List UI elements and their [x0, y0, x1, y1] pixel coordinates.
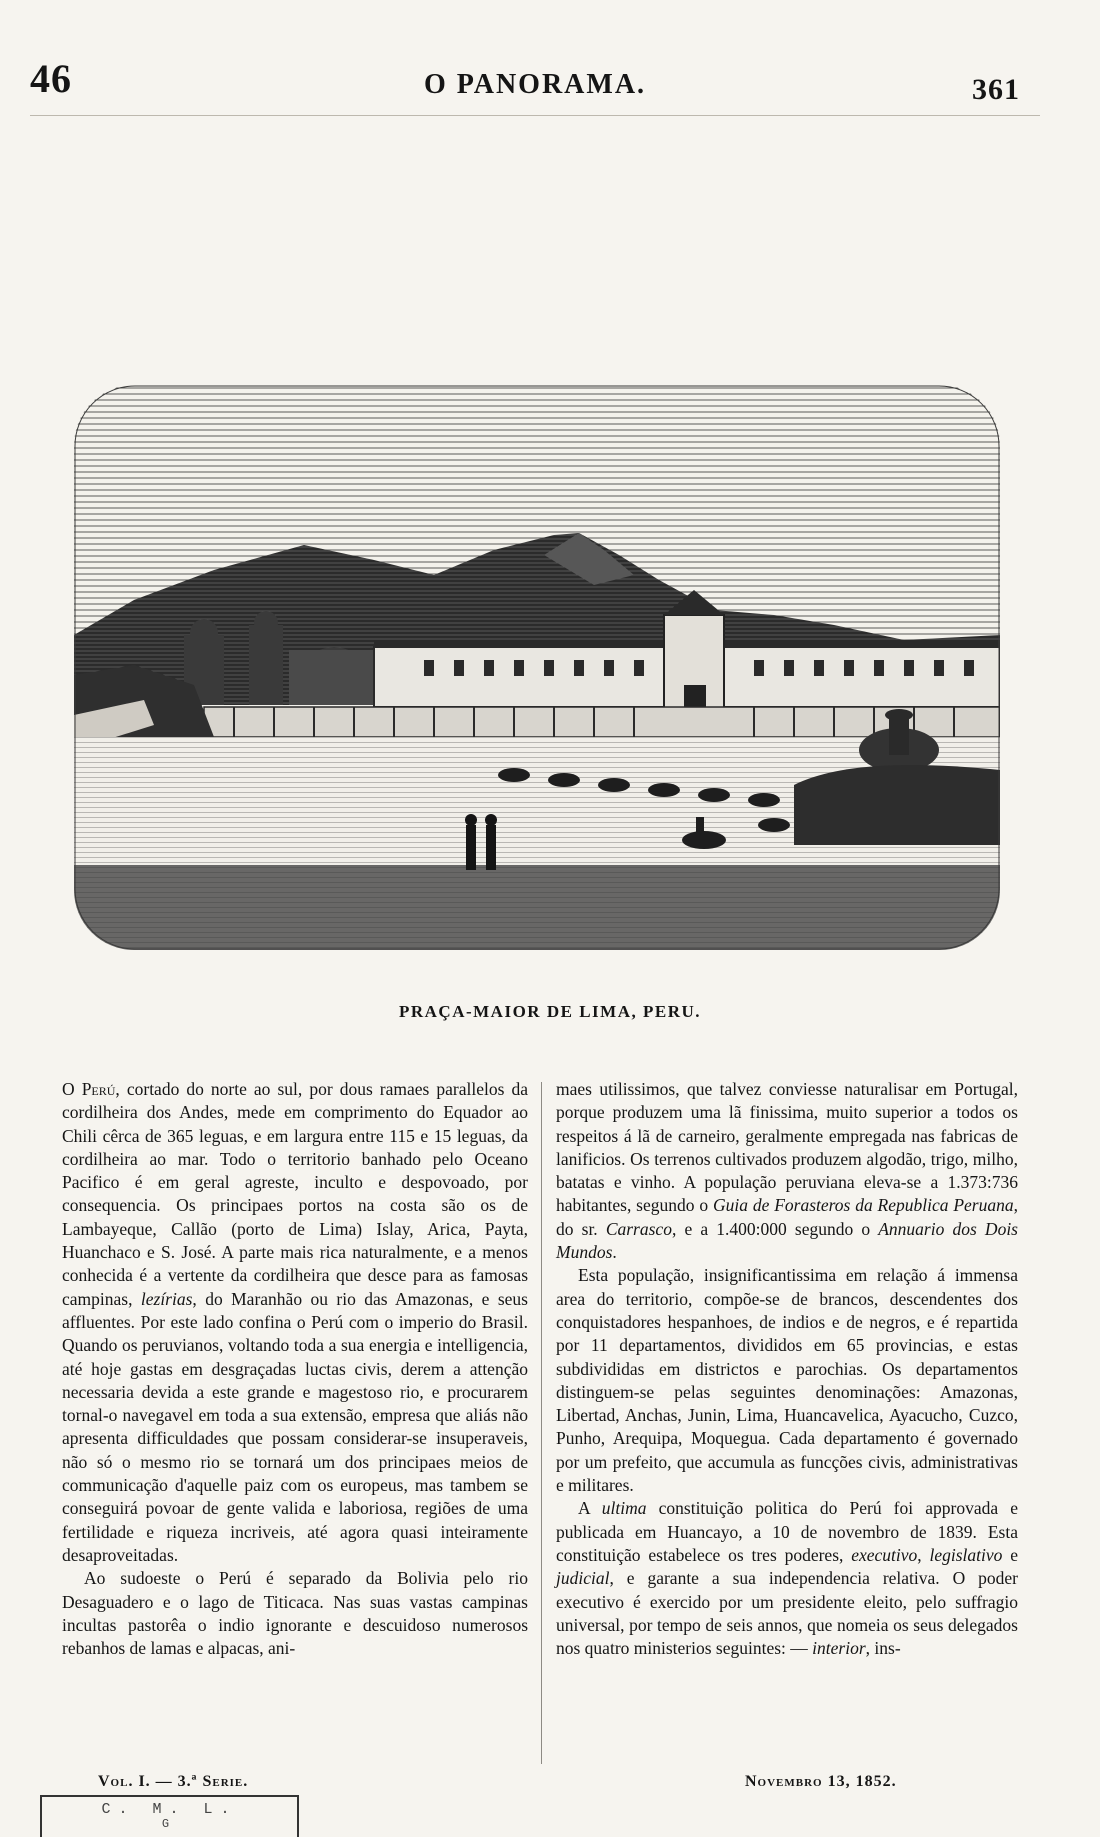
italic-term: judicial: [556, 1568, 610, 1589]
italic-term: lezírias: [140, 1288, 193, 1309]
article-column-left: [62, 1078, 528, 1660]
italic-term: interior: [812, 1638, 866, 1659]
paragraph-text: , cortado do norte ao sul, por dous ramaes parallelos da cordilheira dos Andes, mede em comprimento do Equador ao Chili cêrca de 365 leguas, e em largura entre 115 e 15 leguas, da cordilheira ao mar. Todo o territorio banhado pelo Oceano Pacifico é em geral agreste, inculto e despovoado, por consequencia. Os principaes portos na costa são os de Lambayeque, Callão (porto de Lima) Islay, Arica, Payta, Huanchaco e S. José. A parte mais rica naturalmente, e a menos conhecida é a vertente da cordilheira que desce para as famosas campinas,: [62, 1079, 528, 1309]
article-paragraph: [62, 1078, 528, 1567]
paragraph-text: , e a 1.400:000 segundo o: [671, 1218, 879, 1239]
article-paragraph: Ao sudoeste o Perú é separado da Bolivia pelo rio Desaguadero e o lago de Titicaca. Nas suas vastas campinas incultas pastorêa o indio ignorante e descuidoso numerosos rebanhos de lamas e alpacas, ani-: [62, 1568, 528, 1659]
italic-term: ultima: [601, 1498, 647, 1519]
illustration-caption: PRAÇA-MAIOR DE LIMA, PERU.: [398, 1002, 701, 1021]
page-number-right: 361: [972, 73, 1020, 106]
stamp-text: G: [161, 1817, 178, 1831]
page-header: [30, 55, 1040, 105]
italic-term: legislativo: [929, 1544, 1003, 1565]
article-paragraph: Esta população, insignificantissima em relação á immensa area do territorio, compõe-se de brancos, descendentes dos conquistadores hespanhoes, de indios e de negros, e é repartida por 11 departamentos, divididos em 65 provincias, e estas subdivididas em districtos e parochias. Os departamentos distinguem-se pelas seguintes denominações: Amazonas, Libertad, Anchas, Junin, Lima, Huancavelica, Ayacucho, Cuzco, Punho, Arequipa, Moquegua. Cada departamento é governado por um prefeito, que accumula as funcções civis, administrativas e militares.: [556, 1265, 1018, 1496]
paragraph-text: , ins-: [865, 1638, 901, 1659]
italic-title: Guia de Forasteros da Republica Peruana: [712, 1195, 1014, 1216]
paragraph-text: e: [1002, 1544, 1018, 1565]
column-divider: [541, 1082, 542, 1764]
stamp-text: C. M. L.: [101, 1801, 238, 1818]
italic-title: Annuario dos Dois Mundos: [556, 1218, 1018, 1263]
paragraph-text: , do Maranhão ou rio das Amazonas, e seus affluentes. Por este lado confina o Perú com o imperio do Brasil. Quando os peruvianos, voltando toda a sua energia e intelligencia, até hoje gastas em desgraçadas luctas civis, derem a attenção necessaria devida a este grande e magestoso rio, e procurarem tornal-o navegavel em toda a sua extensão, empresa que aliás não apresenta difficuldades que possam considerar-se insuperaveis, não só o mesmo rio se tornará um dos principaes meios de communicação d'aquelle paiz com os europeus, mas tambem se conseguirá povoar de gente valida e laboriosa, regiões de uma fertilidade e riqueza incriveis, até agora quasi inteiramente desaproveitadas.: [62, 1288, 528, 1565]
header-divider: [30, 115, 1040, 116]
library-stamp: [40, 1795, 299, 1837]
paragraph-text: ,: [917, 1544, 930, 1565]
paragraph-text: A: [578, 1498, 602, 1519]
issue-date: Novembro 13, 1852.: [745, 1773, 897, 1790]
volume-series: Vol. I. — 3.ª Serie.: [98, 1773, 249, 1790]
paragraph-text: constituição politica do Perú foi approvada e publicada em Huancayo, a 10 de novembro de 1839. Esta constituição estabelece os tres poderes,: [556, 1498, 1018, 1565]
paragraph-text: .: [612, 1242, 617, 1263]
paragraph-text: , do sr.: [556, 1195, 1018, 1239]
country-name: Perú: [81, 1079, 116, 1099]
paragraph-text: , e garante a sua independencia relativa. O poder executivo é exercido por um presidente eleito, pelo suffragio universal, por tempo de seis annos, que nomeia os seus delegados nos quatro ministerios seguintes: —: [556, 1568, 1018, 1659]
paragraph-text: maes utilissimos, que talvez conviesse naturalisar em Portugal, porque produzem uma lã finissima, muito superior a todos os respeitos á lã de carneiro, geralmente empregada nas fabricas de lanificios. Os terrenos cultivados produzem algodão, trigo, milho, batatas e vinho. A população peruviana eleva-se a 1.373:736 habitantes, segundo o: [556, 1079, 1018, 1216]
article-column-right: [556, 1078, 1018, 1660]
page-number-left: 46: [30, 56, 72, 101]
article-paragraph: [556, 1497, 1018, 1660]
italic-name: Carrasco: [605, 1218, 672, 1239]
engraving-illustration: [74, 385, 1000, 950]
journal-title: O PANORAMA.: [423, 69, 647, 100]
paragraph-start: O: [62, 1079, 82, 1099]
article-paragraph: [556, 1078, 1018, 1264]
italic-term: executivo: [851, 1544, 918, 1565]
